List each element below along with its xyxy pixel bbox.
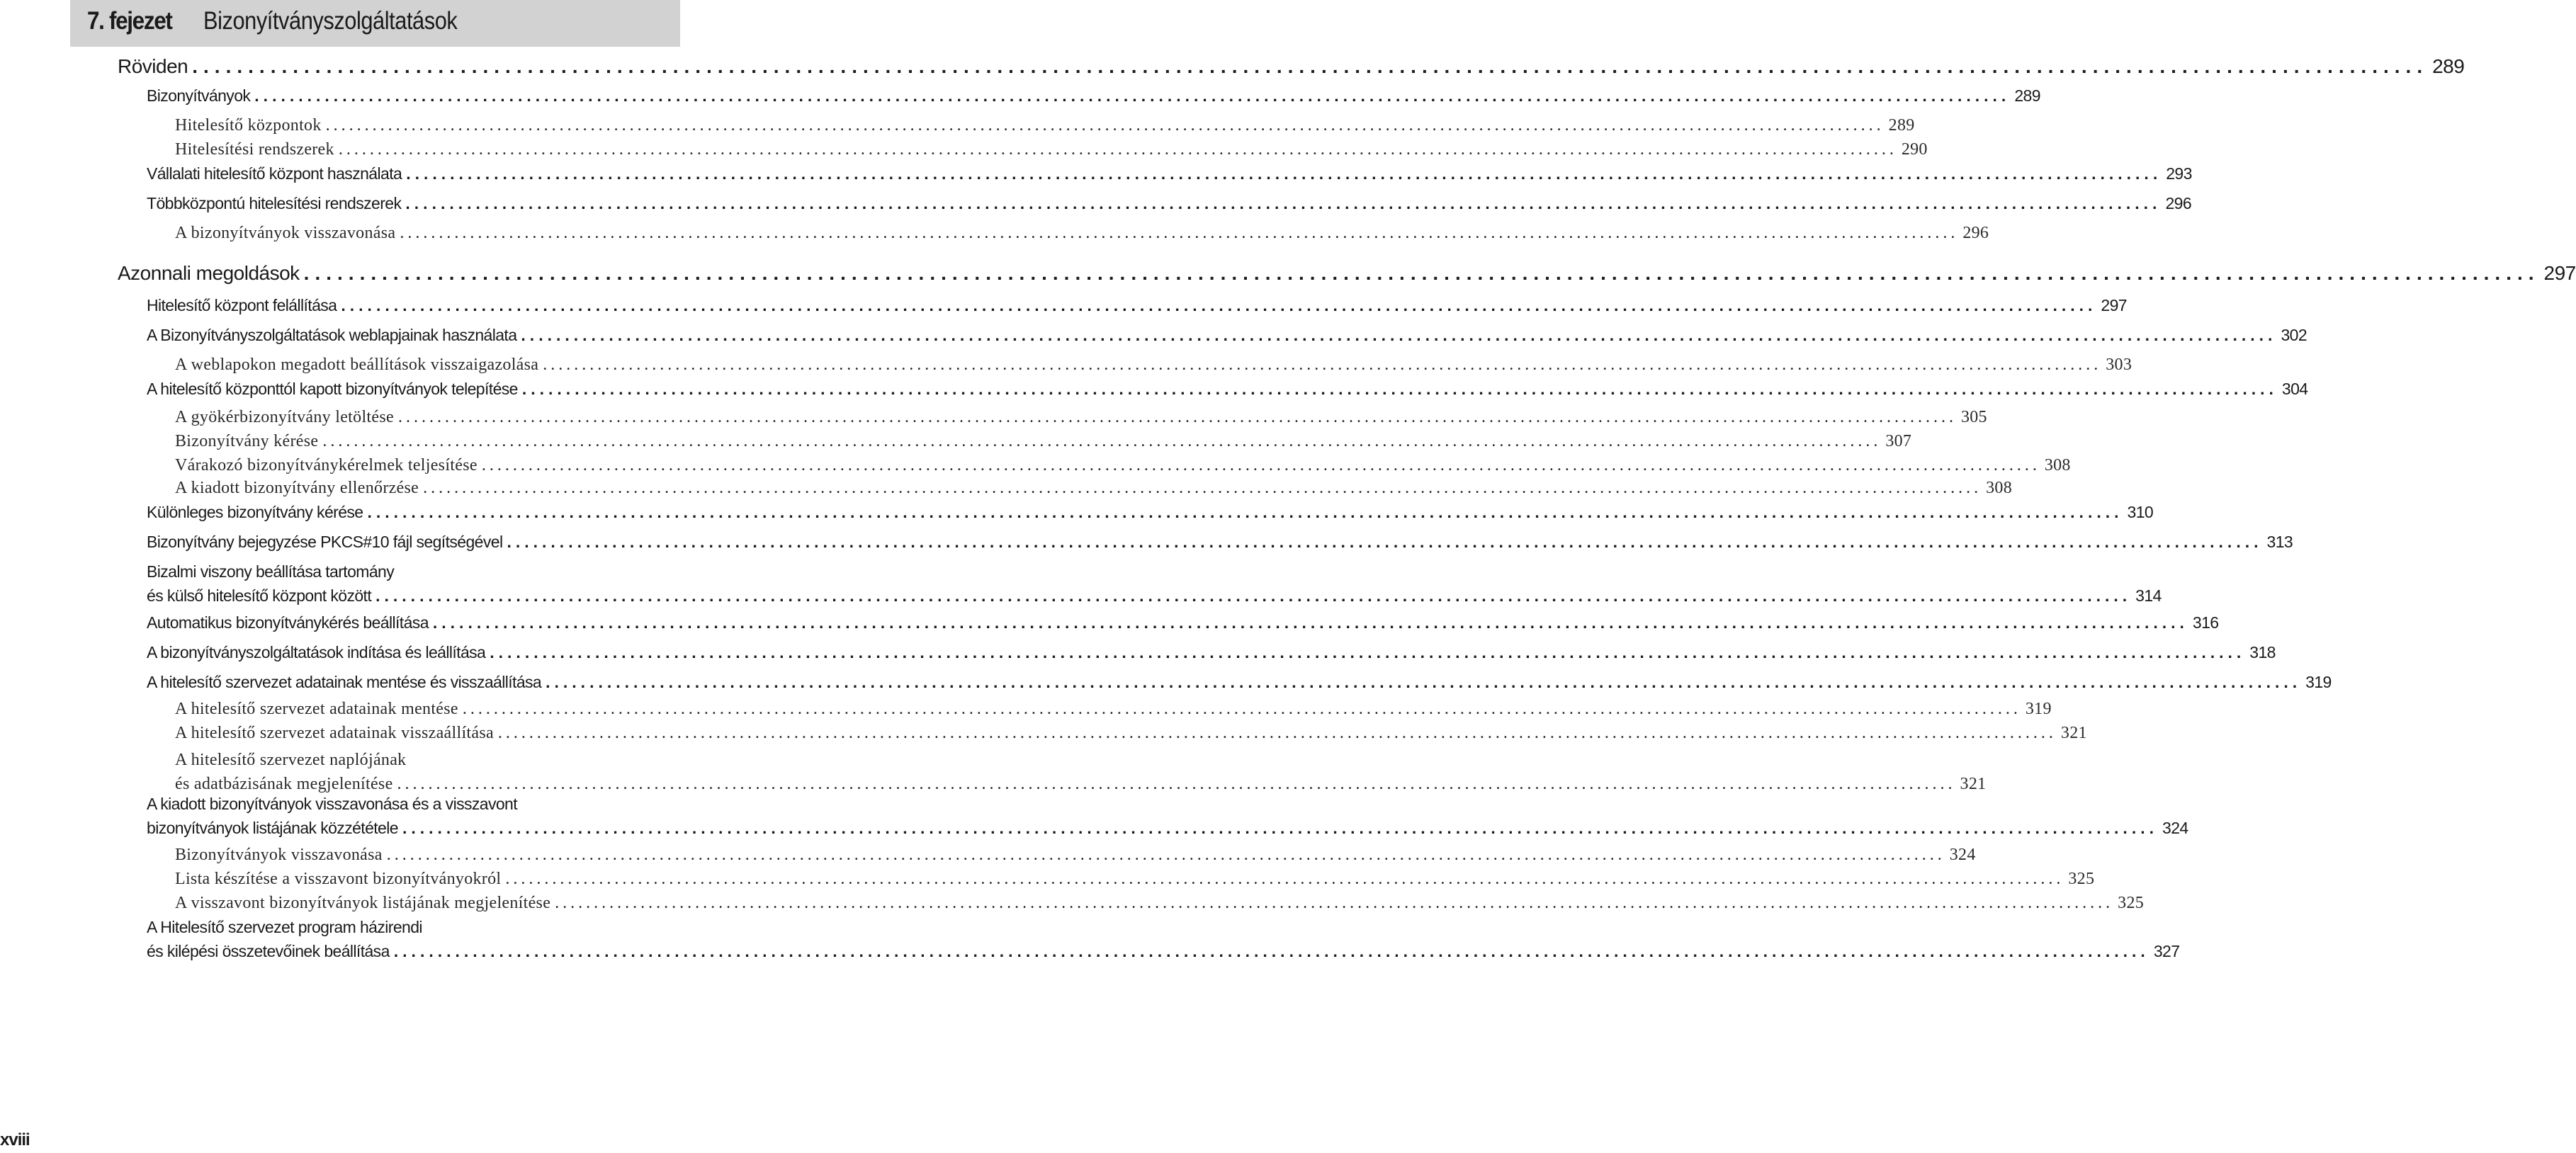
toc-page-number: 310 bbox=[2127, 503, 2154, 521]
toc-entry-level-2[interactable] bbox=[147, 503, 2154, 522]
dot-leader: ........................................................................................................................................................................................................ bbox=[432, 613, 2188, 632]
toc-page-number: 297 bbox=[2543, 262, 2576, 284]
toc-entry-level-3[interactable] bbox=[175, 479, 2013, 498]
toc-entry-title: Várakozó bizonyítványkérelmek teljesítése bbox=[175, 456, 478, 475]
toc-entry-level-3[interactable] bbox=[175, 408, 1987, 427]
toc-entry-title: Automatikus bizonyítványkérés beállítása bbox=[147, 613, 429, 632]
toc-entry-title: Bizonyítvány kérése bbox=[175, 432, 319, 450]
chapter-number: 7. fejezet bbox=[87, 7, 172, 35]
dot-leader: ........................................................................................................................................................................................................ bbox=[497, 724, 2057, 742]
dot-leader: ........................................................................................................................................................................................................ bbox=[423, 479, 1982, 497]
toc-page-number: 313 bbox=[2266, 533, 2293, 551]
toc-entry-level-2[interactable] bbox=[147, 86, 2040, 106]
toc-page-number: 302 bbox=[2281, 326, 2307, 344]
toc-entry-title: A visszavont bizonyítványok listájának megjelenítése bbox=[175, 894, 551, 912]
toc-page-number: 325 bbox=[2068, 870, 2095, 888]
toc-entry-level-3[interactable] bbox=[175, 140, 1928, 159]
dot-leader: ........................................................................................................................................................................................................ bbox=[386, 846, 1945, 864]
dot-leader: ........................................................................................................................................................................................................ bbox=[507, 533, 2263, 551]
toc-page-number: 303 bbox=[2106, 356, 2132, 374]
dot-leader: ........................................................................................................................................................................................................ bbox=[397, 775, 1956, 793]
toc-page-number: 289 bbox=[2432, 55, 2465, 77]
toc-page-number: 289 bbox=[2014, 86, 2040, 105]
dot-leader: ........................................................................................................................................................................................................ bbox=[338, 140, 1897, 159]
toc-entry-title: A weblapokon megadott beállítások visszaigazolása bbox=[175, 356, 539, 374]
toc-entry-title: A hitelesítő szervezet adatainak visszaállítása bbox=[175, 724, 494, 742]
dot-leader: ........................................................................................................................................................................................................ bbox=[322, 432, 1882, 450]
dot-leader: ........................................................................................................................................................................................................ bbox=[367, 503, 2123, 521]
toc-entry-title: A hitelesítő szervezet adatainak mentése bbox=[175, 700, 458, 718]
toc-page-number: 304 bbox=[2281, 380, 2308, 398]
toc-entry-title: A hitelesítő szervezet naplójának bbox=[175, 751, 407, 769]
dot-leader: ........................................................................................................................................................................................................ bbox=[402, 819, 2158, 837]
dot-leader: ........................................................................................................................................................................................................ bbox=[397, 408, 1957, 426]
toc-entry-title: Azonnali megoldások bbox=[118, 262, 300, 284]
dot-leader: ........................................................................................................................................................................................................ bbox=[462, 700, 2021, 718]
toc-entry-title-continued: és külső hitelesítő központ között bbox=[147, 586, 372, 605]
toc-entry-title-continued: és kilépési összetevőinek beállítása bbox=[147, 942, 390, 960]
toc-entry-level-3[interactable] bbox=[175, 224, 1989, 243]
toc-entry-level-2[interactable] bbox=[147, 560, 2162, 608]
toc-page-number: 297 bbox=[2101, 296, 2127, 314]
toc-entry-title: Hitelesítő központok bbox=[175, 116, 322, 135]
toc-entry-title: Hitelesítő központ felállítása bbox=[147, 296, 337, 314]
dot-leader: ........................................................................................................................................................................................................ bbox=[505, 870, 2064, 888]
dot-leader: ........................................................................................................................................................................................................ bbox=[521, 326, 2277, 344]
dot-leader: ........................................................................................................................................................................................................ bbox=[303, 262, 2540, 284]
toc-entry-level-3[interactable] bbox=[175, 456, 2071, 475]
dot-leader: ........................................................................................................................................................................................................ bbox=[490, 643, 2246, 661]
toc-entry-level-3[interactable] bbox=[175, 846, 1976, 865]
dot-leader: ........................................................................................................................................................................................................ bbox=[546, 673, 2302, 691]
toc-entry-level-2[interactable] bbox=[147, 194, 2192, 213]
toc-entry-title: Bizonyítványok bbox=[147, 86, 251, 105]
toc-entry-level-3[interactable] bbox=[175, 116, 1915, 135]
toc-entry-level-2[interactable] bbox=[147, 380, 2308, 399]
toc-page-number: 318 bbox=[2249, 643, 2276, 661]
toc-page-number: 308 bbox=[2044, 456, 2071, 475]
toc-entry-title: A Hitelesítő szervezet program házirendi bbox=[147, 918, 422, 936]
toc-entry-level-2[interactable] bbox=[147, 164, 2192, 183]
toc-page-number: 314 bbox=[2135, 586, 2162, 605]
toc-page-number: 293 bbox=[2166, 164, 2192, 183]
toc-entry-level-3[interactable] bbox=[175, 700, 2052, 719]
toc-entry-title: Többközpontú hitelesítési rendszerek bbox=[147, 194, 402, 212]
toc-page-number: 290 bbox=[1901, 140, 1928, 159]
toc-page-number: 321 bbox=[2060, 724, 2087, 742]
toc-entry-level-2[interactable] bbox=[147, 792, 2188, 840]
toc-entry-title: A kiadott bizonyítvány ellenőrzése bbox=[175, 479, 419, 497]
toc-entry-title: Hitelesítési rendszerek bbox=[175, 140, 334, 159]
dot-leader: ........................................................................................................................................................................................................ bbox=[325, 116, 1885, 135]
toc-entry-title: Bizonyítvány bejegyzése PKCS#10 fájl segítségével bbox=[147, 533, 503, 551]
toc-entry-title: A hitelesítő szervezet adatainak mentése és visszaállítása bbox=[147, 673, 542, 691]
dot-leader: ........................................................................................................................................................................................................ bbox=[192, 55, 2429, 77]
toc-entry-title: Röviden bbox=[118, 55, 188, 77]
toc-entry-level-2[interactable] bbox=[147, 673, 2332, 692]
toc-page-number: 319 bbox=[2305, 673, 2332, 691]
toc-entry-title: A hitelesítő központtól kapott bizonyítványok telepítése bbox=[147, 380, 518, 398]
toc-page-number: 316 bbox=[2192, 613, 2219, 632]
toc-page-number: 308 bbox=[1986, 479, 2013, 497]
toc-entry-title-continued: és adatbázisának megjelenítése bbox=[175, 775, 393, 793]
toc-entry-title: Vállalati hitelesítő központ használata bbox=[147, 164, 402, 183]
toc-page-number: 296 bbox=[2165, 194, 2192, 212]
dot-leader: ........................................................................................................................................................................................................ bbox=[254, 86, 2011, 105]
toc-entry-title: A gyökérbizonyítvány letöltése bbox=[175, 408, 394, 426]
toc-entry-level-3[interactable] bbox=[175, 748, 1987, 796]
toc-page-number: 319 bbox=[2025, 700, 2052, 718]
toc-entry-level-3[interactable] bbox=[175, 724, 2087, 743]
toc-entry-level-3[interactable] bbox=[175, 356, 2132, 375]
toc-entry-title: Bizonyítványok visszavonása bbox=[175, 846, 383, 864]
toc-page-number: 296 bbox=[1962, 224, 1989, 242]
toc-page-number: 324 bbox=[2162, 819, 2188, 837]
dot-leader: ........................................................................................................................................................................................................ bbox=[400, 224, 1959, 242]
toc-entry-level-1[interactable] bbox=[118, 262, 2576, 285]
toc-page-number: 321 bbox=[1960, 775, 1987, 793]
toc-entry-level-2[interactable] bbox=[147, 613, 2219, 632]
toc-page-number: 324 bbox=[1949, 846, 1976, 864]
dot-leader: ........................................................................................................................................................................................................ bbox=[555, 894, 2114, 912]
dot-leader: ........................................................................................................................................................................................................ bbox=[341, 296, 2097, 314]
toc-page-number: 327 bbox=[2153, 942, 2180, 960]
toc-page-number: 305 bbox=[1960, 408, 1987, 426]
dot-leader: ........................................................................................................................................................................................................ bbox=[405, 194, 2162, 212]
toc-entry-title: Különleges bizonyítvány kérése bbox=[147, 503, 363, 521]
page-folio: xviii bbox=[0, 1130, 30, 1149]
toc-entry-title: A kiadott bizonyítványok visszavonása és a visszavont bbox=[147, 795, 518, 813]
toc-entry-level-2[interactable] bbox=[147, 643, 2276, 662]
toc-page-number: 289 bbox=[1888, 116, 1915, 135]
toc-entry-level-2[interactable] bbox=[147, 915, 2180, 963]
chapter-title: Bizonyítványszolgáltatások bbox=[203, 7, 458, 35]
dot-leader: ........................................................................................................................................................................................................ bbox=[406, 164, 2162, 183]
toc-entry-level-3[interactable] bbox=[175, 870, 2095, 889]
toc-page-number: 307 bbox=[1885, 432, 1912, 450]
toc-entry-level-2[interactable] bbox=[147, 326, 2307, 345]
toc-entry-title: Lista készítése a visszavont bizonyítványokról bbox=[175, 870, 502, 888]
toc-page-number: 325 bbox=[2118, 894, 2145, 912]
toc-entry-level-3[interactable] bbox=[175, 894, 2145, 913]
toc-entry-title: A Bizonyítványszolgáltatások weblapjainak használata bbox=[147, 326, 517, 344]
dot-leader: ........................................................................................................................................................................................................ bbox=[521, 380, 2278, 398]
toc-entry-title: A bizonyítványok visszavonása bbox=[175, 224, 396, 242]
dot-leader: ........................................................................................................................................................................................................ bbox=[543, 356, 2102, 374]
toc-entry-level-2[interactable] bbox=[147, 296, 2127, 315]
toc-entry-title: Bizalmi viszony beállítása tartomány bbox=[147, 562, 395, 581]
toc-entry-level-2[interactable] bbox=[147, 533, 2293, 552]
dot-leader: ........................................................................................................................................................................................................ bbox=[375, 586, 2132, 605]
dot-leader: ........................................................................................................................................................................................................ bbox=[481, 456, 2040, 475]
toc-entry-title-continued: bizonyítványok listájának közzététele bbox=[147, 819, 398, 837]
toc-entry-level-3[interactable] bbox=[175, 432, 1912, 451]
dot-leader: ........................................................................................................................................................................................................ bbox=[393, 942, 2150, 960]
toc-entry-title: A bizonyítványszolgáltatások indítása és leállítása bbox=[147, 643, 486, 661]
toc-entry-level-1[interactable] bbox=[118, 55, 2465, 78]
